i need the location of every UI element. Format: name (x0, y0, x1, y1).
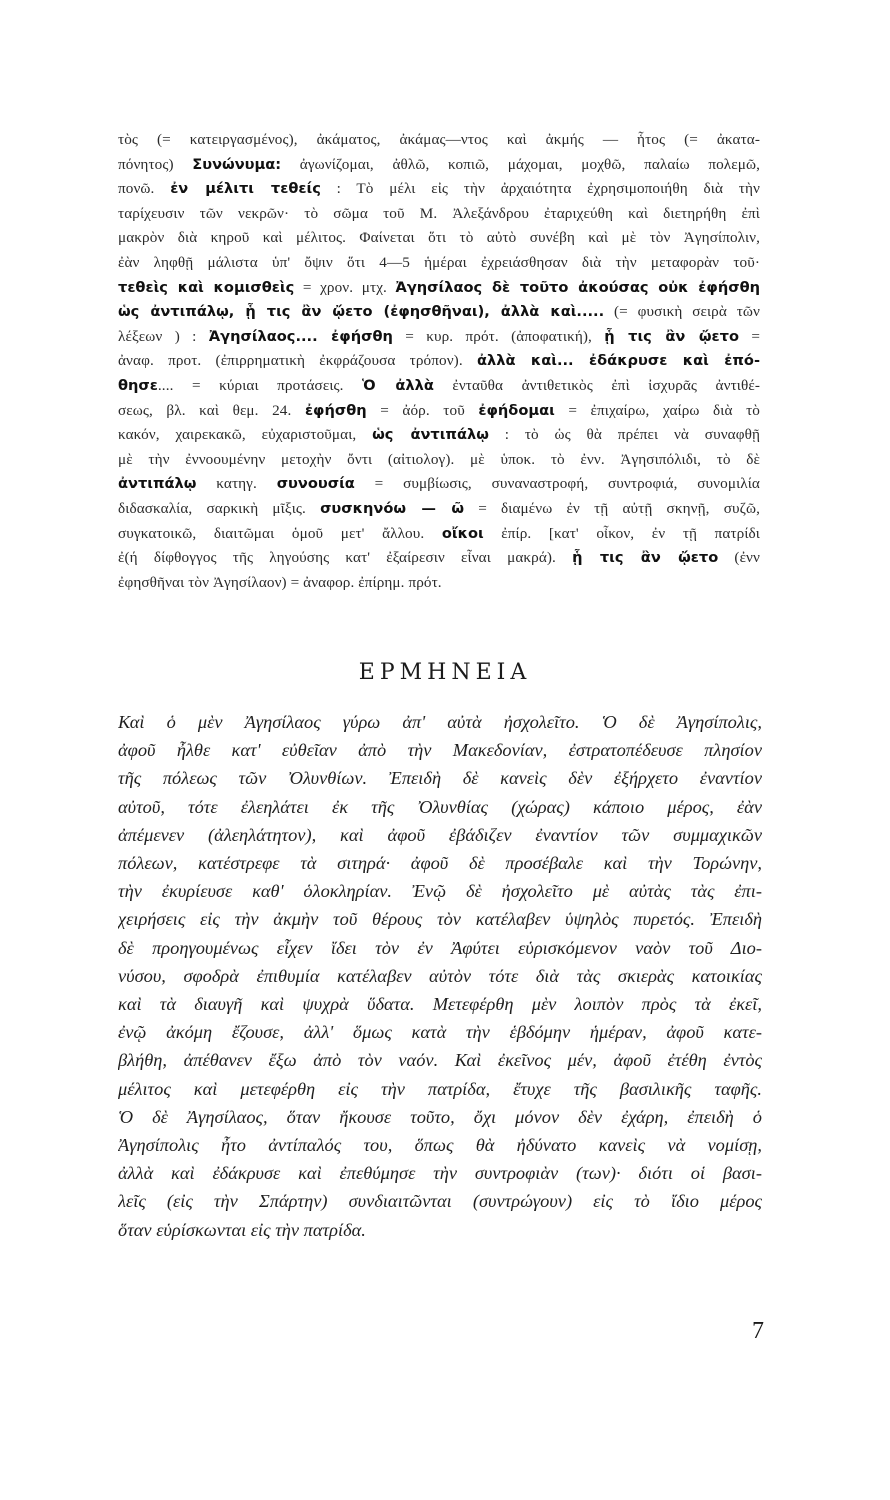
note-line (118, 325, 760, 350)
note-lemma: ἐφήσθη (304, 401, 367, 419)
note-line (118, 497, 760, 522)
note-line (118, 349, 760, 374)
translation-line: Ὁ δὲ Ἀγησίλαος, ὅταν ἤκουσε τοῦτο, ὄχι μόνον δὲν ἐχάρη, ἐπειδὴ ὁ (118, 1106, 762, 1127)
note-text: (ἐνν (718, 549, 760, 567)
translation-line: Ἀγησίπολις ἦτο ἀντίπαλός του, ὅπως θὰ ἠδύνατο κανεὶς νὰ νομίσῃ, (118, 1135, 762, 1156)
note-line (118, 202, 760, 227)
translation-line: νύσου, σφοδρὰ ἐπιθυμία κατέλαβεν αὐτὸν τότε διὰ τὰς σκιερὰς κατοικίας (118, 965, 762, 986)
translation-line: πόλεων, κατέστρεφε τὰ σιτηρά· ἀφοῦ δὲ προσέβαλε καὶ τὴν Τορώνην, (118, 853, 762, 874)
note-line (118, 128, 760, 153)
note-text: μὲ τὴν ἐννοουμένην μετοχὴν ὄντι (αἰτιολογ). μὲ ὑποκ. τὸ ἐνν. Ἀγησιπόλιδι, τὸ δὲ (118, 450, 760, 468)
note-lemma: ᾗ τις ἂν ᾤετο (572, 549, 719, 567)
note-line (118, 251, 760, 276)
note-lemma: συσκηνόω — ῶ (320, 499, 465, 517)
note-lemma: ἀντιπάλῳ (118, 475, 197, 493)
note-text: σεως, βλ. καὶ θεμ. 24. (118, 401, 305, 419)
note-lemma: ᾗ τις ἂν ᾤετο (604, 327, 739, 345)
note-text: .... = κύριαι προτάσεις. (157, 376, 363, 394)
translation-line: ἀλλὰ καὶ ἐδάκρυσε καὶ ἐπεθύμησε τὴν συντροφιὰν (των)· διότι οἱ βασι- (118, 1163, 762, 1184)
note-text: : τὸ ὡς θὰ πρέπει νὰ συναφθῇ (488, 426, 760, 444)
translation-line: λεῖς (εἰς τὴν Σπάρτην) συνδιαιτῶνται (συντρώγουν) εἰς τὸ ἴδιο μέρος (118, 1191, 762, 1212)
note-text: ταρίχευσιν τῶν νεκρῶν· τὸ σῶμα τοῦ Μ. Ἀλεξάνδρου ἐταριχεύθη καὶ διετηρήθη ἐπὶ (118, 204, 760, 222)
note-text: ἐὰν ληφθῇ μάλιστα ὑπ' ὄψιν ὅτι 4—5 ἡμέραι ἐχρειάσθησαν διὰ τὴν μεταφορὰν τοῦ· (118, 253, 760, 271)
note-text: ἐνταῦθα ἀντιθετικὸς ἐπὶ ἰσχυρᾶς ἀντιθέ- (433, 376, 760, 394)
note-line (118, 276, 760, 301)
note-text: (= φυσικὴ σειρὰ τῶν (604, 303, 760, 321)
note-text: = (738, 327, 760, 345)
translation-line: ἀπέμενεν (ἀλεηλάτητον), καὶ ἀφοῦ ἐβάδιζεν ἐναντίον τῶν συμμαχικῶν (118, 824, 762, 845)
note-text: κατηγ. (196, 475, 277, 493)
note-lemma: συνουσία (276, 475, 355, 493)
note-text: ἐ(ή δίφθογγος τῆς ληγούσης κατ' ἐξαίρεσιν εἶναι μακρά). (118, 549, 573, 567)
note-lemma: οἴκοι (441, 524, 484, 542)
note-text: ἀγωνίζομαι, ἀθλῶ, κοπιῶ, μάχομαι, μοχθῶ, παλαίω πολεμῶ, (281, 155, 760, 173)
note-lemma: Συνώνυμα: (192, 155, 282, 173)
commentary-notes (118, 128, 760, 595)
translation-line: ἀφοῦ ἦλθε κατ' εὐθεῖαν ἀπὸ τὴν Μακεδονίαν, ἐστρατοπέδευσε πλησίον (118, 740, 762, 761)
note-text: ἐφησθῆναι τὸν Ἀγησίλαον) = ἀναφορ. ἐπίρημ. πρότ. (118, 573, 442, 591)
note-text: = χρον. μτχ. (294, 278, 396, 296)
translation-text (118, 708, 762, 1244)
note-line (118, 399, 760, 424)
translation-line: τὴν ἐκυρίευσε καθ' ὁλοκληρίαν. Ἐνῷ δὲ ἠσχολεῖτο μὲ αὐτὰς τὰς ἐπι- (118, 881, 762, 902)
note-lemma: ἐν μέλιτι τεθείς (170, 180, 321, 198)
translation-line: καὶ τὰ διαυγῆ καὶ ψυχρὰ ὕδατα. Μετεφέρθη μὲν λοιπὸν πρὸς τὰ ἐκεῖ, (118, 994, 762, 1015)
translation-line: αὐτοῦ, τότε ἐλεηλάτει ἐκ τῆς Ὀλυνθίας (χώρας) κάποιο μέρος, ἐὰν (118, 796, 762, 817)
note-text: τὸς (= κατειργασμένος), ἀκάματος, ἀκάμας—ντος καὶ ἀκμής — ἧτος (= ἀκατα- (118, 131, 760, 148)
note-text: κακόν, χαιρεκακῶ, εὐχαριστοῦμαι, (118, 426, 373, 444)
note-text: ἀναφ. προτ. (ἐπιρρηματικὴ ἐκφράζουσα τρόπον). (118, 352, 477, 370)
note-text: = κυρ. πρότ. (ἀποφατική), (392, 327, 605, 345)
note-lemma: ὡς ἀντιπάλῳ (372, 426, 489, 444)
note-lemma: τεθεὶς καὶ κομισθεὶς (118, 278, 295, 296)
note-line (118, 423, 760, 448)
note-text: διδασκαλία, σαρκικὴ μῖξις. (118, 499, 321, 517)
note-lemma: θησε (118, 376, 158, 394)
note-line (118, 177, 760, 202)
note-text: λέξεων ) : (118, 327, 209, 345)
note-lemma: Ἀγησίλαος δὲ τοῦτο ἀκούσας οὐκ ἐφήσθη (395, 278, 760, 296)
note-line (118, 546, 760, 571)
note-line (118, 300, 760, 325)
note-text: ἐπίρ. [κατ' οἶκον, ἐν τῇ πατρίδι (483, 524, 760, 542)
translation-line: τῆς πόλεως τῶν Ὀλυνθίων. Ἐπειδὴ δὲ κανεὶς δὲν ἐξήρχετο ἐναντίον (118, 768, 762, 789)
note-line (118, 522, 760, 547)
note-text: = ἀόρ. τοῦ (366, 401, 479, 419)
note-line (118, 472, 760, 497)
note-line (118, 153, 760, 178)
translation-line: μέλιτος καὶ μετεφέρθη εἰς τὴν πατρίδα, ἔτυχε τῆς βασιλικῆς ταφῆς. (118, 1078, 762, 1099)
translation-line: Καὶ ὁ μὲν Ἀγησίλαος γύρω ἀπ' αὐτὰ ἠσχολεῖτο. Ὁ δὲ Ἀγησίπολις, (118, 712, 762, 732)
note-text: : Τὸ μέλι εἰς τὴν ἀρχαιότητα ἐχρησιμοποιήθη διὰ τὴν (320, 180, 760, 198)
note-text: πόνητος) (118, 155, 193, 173)
section-heading: ΕΡΜΗΝΕΙΑ (358, 660, 532, 685)
note-line (118, 226, 760, 251)
translation-line: ἐνῷ ἀκόμη ἔζουσε, ἀλλ' ὅμως κατὰ τὴν ἑβδόμην ἡμέραν, ἀφοῦ κατε- (118, 1022, 762, 1043)
note-lemma: Ὁ ἀλλὰ (362, 376, 434, 394)
note-text: = διαμένω ἐν τῇ αὐτῇ σκηνῇ, συζῶ, (464, 499, 760, 517)
translation-line: ὅταν εὑρίσκωνται εἰς τὴν πατρίδα. (118, 1219, 366, 1240)
note-text: συγκατοικῶ, διαιτῶμαι ὁμοῦ μετ' ἄλλου. (118, 524, 442, 542)
translation-line: χειρήσεις εἰς τὴν ἀκμὴν τοῦ θέρους τὸν κατέλαβεν ὑψηλὸς πυρετός. Ἐπειδὴ (118, 909, 762, 930)
page-number: 7 (752, 1318, 764, 1344)
note-lemma: ἐφήδομαι (478, 401, 555, 419)
note-lemma: ἀλλὰ καὶ... ἐδάκρυσε καὶ ἐπό- (476, 352, 760, 370)
translation-line: βλήθη, ἀπέθανεν ἔξω ἀπὸ τὸν ναόν. Καὶ ἐκεῖνος μέν, ἀφοῦ ἐτέθη ἐντὸς (118, 1050, 762, 1071)
note-lemma: ὡς ἀντιπάλῳ, ᾗ τις ἂν ᾤετο (ἐφησθῆναι), ἀλλὰ καὶ..... (118, 303, 605, 321)
note-line (118, 374, 760, 399)
note-text: μακρὸν διὰ κηροῦ καὶ μέλιτος. Φαίνεται ὅτι τὸ αὐτὸ συνέβη καὶ μὲ τὸν Ἀγησίπολιν, (118, 229, 760, 247)
translation-line: δὲ προηγουμένως εἶχεν ἴδει τὸν ἐν Ἀφύτει εὑρισκόμενον ναὸν τοῦ Διο- (118, 937, 762, 958)
note-lemma: Ἀγησίλαος.... ἐφήσθη (208, 327, 393, 345)
note-text: = συμβίωσις, συναναστροφή, συντροφιά, συνομιλία (354, 475, 760, 493)
note-text: πονῶ. (118, 180, 171, 198)
note-text: = ἐπιχαίρω, χαίρω διὰ τὸ (554, 401, 760, 419)
note-line (118, 571, 760, 596)
note-line (118, 448, 760, 473)
